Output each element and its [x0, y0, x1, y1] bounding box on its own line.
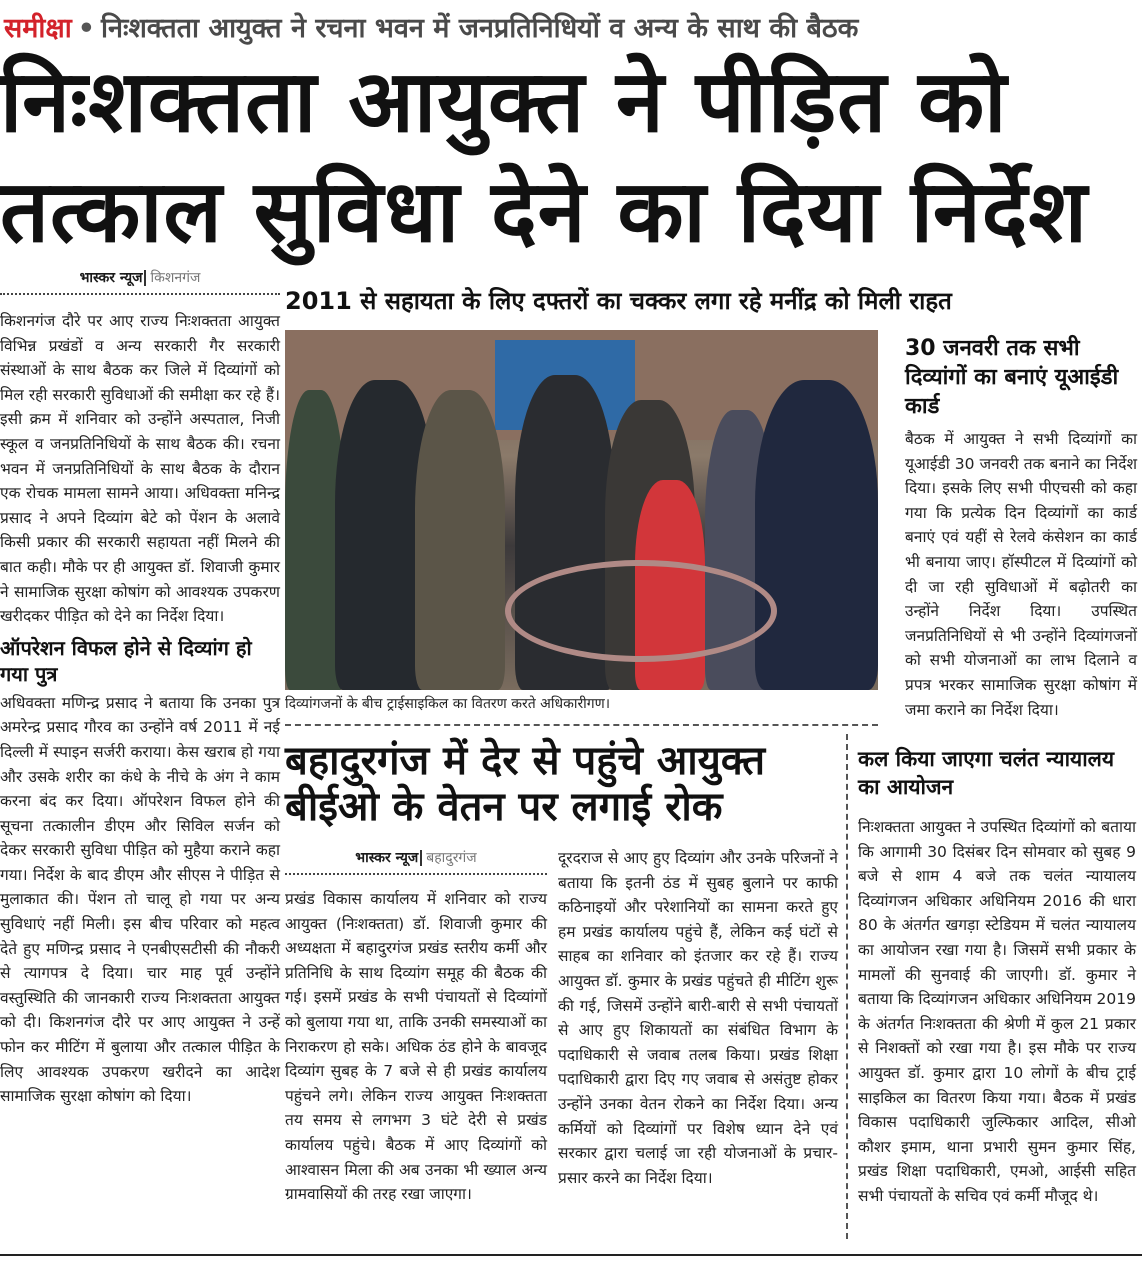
byline-source: भास्कर न्यूज: [355, 850, 419, 866]
story-column-1: प्रखंड विकास कार्यालय में शनिवार को राज्य आयुक्त (निःशक्तता) डॉ. शिवाजी कुमार की अध्यक्षता में बहादुरगंज प्रखंड स्तरीय कर्मी और प्रतिनिधि के साथ दिव्यांग समूह की बैठक की गई। इसमें प्रखंड के सभी पंचायतों से दिव्यांगों को बुलाया गया था, ताकि उनकी समस्याओं का निराकरण हो सके। अधिक ठंड होने के बावजूद दिव्यांग सुबह के 7 बजे से ही प्रखंड कार्यालय पहुंचने लगे। लेकिन राज्य आयुक्त निःशक्तता तय समय से लगभग 3 घंटे देरी से प्रखंड कार्यालय पहुंचे। बैठक में आए दिव्यांगों को आश्वासन मिला की अब उनका भी ख्याल अन्य ग्रामवासियों की तरह रखा जाएगा।: [285, 890, 547, 1204]
bottom-headline-line-2: बीईओ के वेतन पर लगाई रोक: [285, 784, 723, 830]
byline-source: भास्कर न्यूज: [79, 270, 143, 286]
byline: [285, 848, 547, 875]
subheadline: 2011 से सहायता के लिए दफ्तरों का चक्कर लगा रहे मनींद्र को मिली राहत: [285, 287, 952, 315]
kicker: [4, 8, 858, 45]
column-divider: [846, 734, 848, 1239]
kicker-label: समीक्षा: [4, 13, 72, 44]
headline-line-2: तत्काल सुविधा देने का दिया निर्देश: [0, 162, 1088, 262]
article-paragraph: किशनगंज दौरे पर आए राज्य निःशक्तता आयुक्त विभिन्न प्रखंडों व अन्य सरकारी गैर सरकारी संस्थाओं के साथ बैठक कर जिले में दिव्यांगों को मिल रही सरकारी सुविधाओं की समीक्षा कर रहे हैं। इसी क्रम में शनिवार को उन्होंने अस्पताल, निजी स्कूल व जनप्रतिनिधियों के साथ बैठक की। रचना भवन में जनप्रतिनिधियों के साथ बैठक के दौरान एक रोचक मामला सामने आया। अधिवक्ता मनिन्द्र प्रसाद ने अपने दिव्यांग बेटे को पेंशन के अलावे किसी प्रकार की सरकारी सहायता नहीं मिलने की बात कही। मौके पर ही आयुक्त डॉ. शिवाजी कुमार ने सामाजिक सुरक्षा कोषांग को आवश्यक उपकरण खरीदकर पीड़ित को देने का निर्देश दिया।: [0, 312, 280, 626]
headline-line-1: निःशक्तता आयुक्त ने पीड़ित को: [0, 52, 1008, 152]
story-headline: कल किया जाएगा चलंत न्यायालय का आयोजन: [858, 747, 1115, 799]
news-photo: [285, 330, 878, 690]
story-body: निःशक्तता आयुक्त ने उपस्थित दिव्यांगों को बताया कि आगामी 30 दिसंबर दिन सोमवार को सुबह 9 बजे से शाम 4 बजे तक चलंत न्यायालय दिव्यांगजन अधिकार अधिनियम 2016 की धारा 80 के अंतर्गत खगड़ा स्टेडियम में चलंत न्यायालय का आयोजन रखा गया है। जिसमें सभी प्रकार के मामलों की सुनवाई की जाएगी। डॉ. कुमार ने बताया कि दिव्यांगजन अधिकार अधिनियम 2019 के अंतर्गत निःशक्तता की श्रेणी में कुल 21 प्रकार से निशक्तों को रखा गया है। इस मौके पर राज्य आयुक्त डॉ. कुमार द्वारा 10 लोगों के बीच ट्राई साइकिल का वितरण किया गया। बैठक में प्रखंड विकास पदाधिकारी जुल्फिकार आदिल, सीओ कौशर इमाम, थाना प्रभारी सुमन कुमार सिंह, प्रखंड शिक्षा पदाधिकारी, एमओ, आईसी सहित सभी पंचायतों के सचिव एवं कर्मी मौजूद थे।: [858, 818, 1136, 1205]
byline: [0, 268, 280, 295]
bottom-byline-wrap: [285, 848, 547, 1207]
story-body: बैठक में आयुक्त ने सभी दिव्यांगों का यूआईडी 30 जनवरी तक बनाने का निर्देश दिया। इसके लिए सभी पीएचसी को कहा गया कि प्रत्येक दिन दिव्यांगों का कार्ड बनाएं एवं यहीं से रेलवे कंसेशन का कार्ड भी बनाया जाए। हॉस्पीटल में दिव्यांगों को दी जा रही सुविधाओं में बढ़ोतरी का उन्होंने निर्देश दिया। उपस्थित जनप्रतिनिधियों से भी उन्होंने दिव्यांगजनों को सभी योजनाओं का लाभ दिलाने व प्रपत्र भरकर सामाजिक सुरक्षा कोषांग में जमा कराने का निर्देश दिया।: [905, 430, 1137, 719]
subheading: ऑपरेशन विफल होने से दिव्यांग हो गया पुत्र: [0, 635, 252, 686]
divider: [285, 724, 878, 726]
bottom-headline-line-1: बहादुरगंज में देर से पहुंचे आयुक्त: [285, 738, 766, 784]
right-bottom-story: [858, 745, 1136, 1209]
photo-caption: दिव्यांगजनों के बीच ट्राईसाइकिल का वितरण करते अधिकारीगण।: [285, 696, 611, 712]
byline-place: किशनगंज: [144, 270, 200, 286]
page-rule: [0, 1254, 1142, 1256]
story-column-2: दूरदराज से आए हुए दिव्यांग और उनके परिजनों ने बताया कि इतनी ठंड में सुबह बुलाने पर काफी कठिनाइयों और परेशानियों का सामना करते हुए हम प्रखंड कार्यालय पहुंचे हैं, लेकिन कई घंटों से साहब का शनिवार को इंतजार कर रहे हैं। राज्य आयुक्त डॉ. कुमार के प्रखंड पहुंचते ही मीटिंग शुरू की गई, जिसमें उन्होंने बारी-बारी से सभी पंचायतों से आए हुए शिकायतों का संबंधित विभाग के पदाधिकारी से जवाब तलब किया। प्रखंड शिक्षा पदाधिकारी द्वारा दिए गए जवाब से असंतुष्ट होकर उन्होंने उनका वेतन रोकने का निर्देश दिया। अन्य कर्मियों को दिव्यांगों पर विशेष ध्यान देने एवं सरकार द्वारा चलाई जा रही योजनाओं के प्रचार-प्रसार करने का निर्देश दिया।: [558, 849, 838, 1187]
kicker-text: निःशक्तता आयुक्त ने रचना भवन में जनप्रतिनिधियों व अन्य के साथ की बैठक: [101, 13, 859, 44]
byline-place: बहादुरगंज: [420, 850, 476, 866]
left-column: [0, 268, 280, 1109]
article-paragraph: अधिवक्ता मणिन्द्र प्रसाद ने बताया कि उनका पुत्र अमरेन्द्र प्रसाद गौरव का उन्होंने वर्ष 2011 में नई दिल्ली में स्पाइन सर्जरी कराया। केस खराब हो गया और उसके शरीर का कंधे के नीचे के अंग ने काम करना बंद कर दिया। ऑपरेशन विफल होने की सूचना तत्कालीन डीएम और सिविल सर्जन को देकर सरकारी सुविधा पीड़ित को मुहैया कराने कहा गया। निर्देश के बाद डीएम और सीएस ने पीड़ित से मुलाकात की। पेंशन तो चालू हो गया पर अन्य सुविधाएं नहीं मिली। इस बीच परिवार को महत्व देते हुए मणिन्द्र प्रसाद ने एनबीएसटीसी की नौकरी से त्यागपत्र दे दिया। चार माह पूर्व उन्होंने वस्तुस्थिति की जानकारी राज्य निःशक्तता आयुक्त को दी। किशनगंज दौरे पर आए आयुक्त ने उन्हें फोन कर मीटिंग में बुलाया और तत्काल पीड़ित के लिए आवश्यक उपकरण खरीदने का आदेश सामाजिक सुरक्षा कोषांग को दिया।: [0, 693, 280, 1106]
story-headline: 30 जनवरी तक सभी दिव्यांगों का बनाएं यूआईडी कार्ड: [905, 336, 1119, 419]
bullet-icon: •: [77, 13, 96, 44]
right-top-story: [905, 334, 1137, 722]
